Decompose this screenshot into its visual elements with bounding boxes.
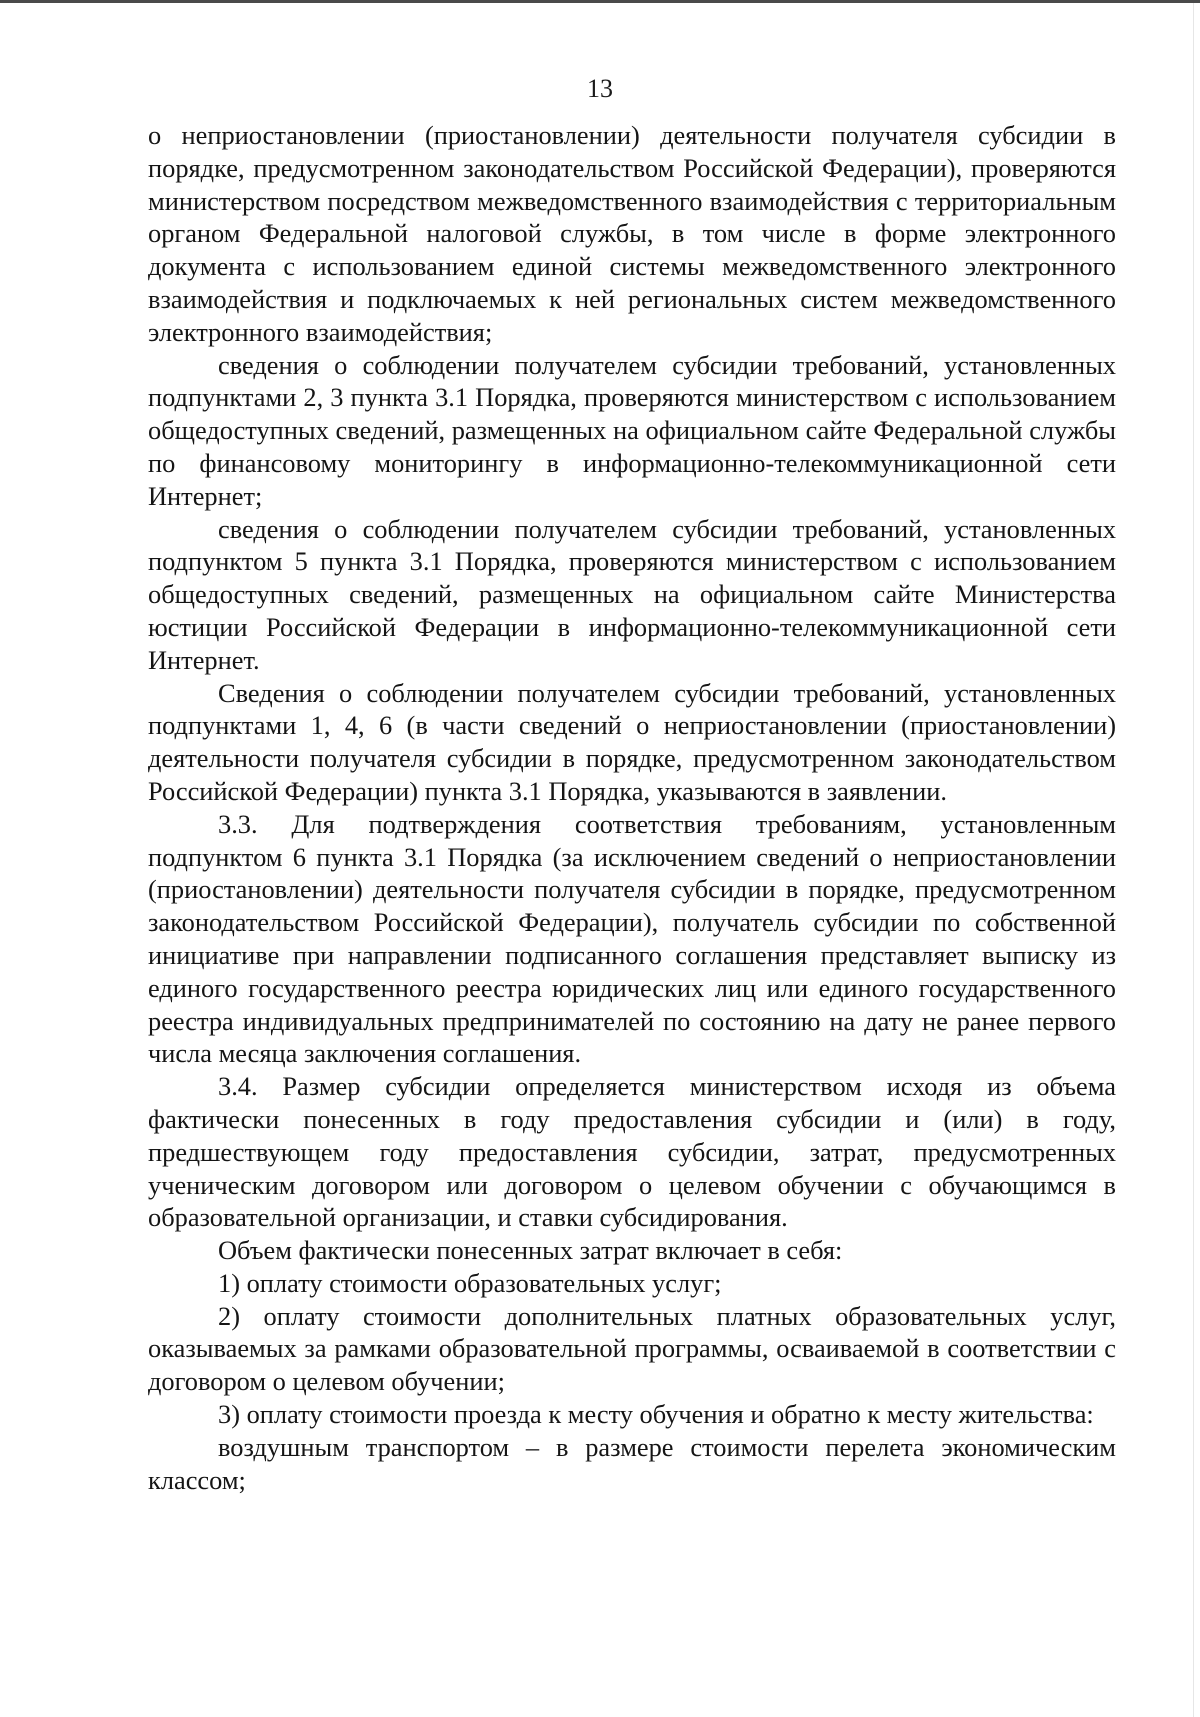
list-item-1: 1) оплату стоимости образовательных услуг; xyxy=(218,1267,722,1298)
paragraph-requirements-2-3: сведения о соблюдении получателем субсидии требований, установленных подпунктами 2, 3 пункта 3.1 Порядка, проверяются министерством с использованием общедоступных сведений, размещенных на официальном сайте Федеральной службы по финансовому мониторингу в информационно-телекоммуникационной сети Интернет; xyxy=(148,349,1116,511)
paragraph-costs-intro: Объем фактически понесенных затрат включает в себя: xyxy=(218,1235,843,1266)
page-number: 13 xyxy=(587,74,613,103)
scan-edge-line xyxy=(1193,3,1194,1717)
paragraph-continuation: о неприостановлении (приостановлении) деятельности получателя субсидии в порядке, предусмотренном законодательством Российской Федерации), проверяются министерством посредством межведомственного взаимодействия с территориальным органом Федеральной налоговой службы, в том числе в форме электронного документа с использованием единой системы межведомственного электронного взаимодействия и подключаемых к ней региональных систем межведомственного электронного взаимодействия; xyxy=(148,120,1116,347)
paragraph-clause-3-4: 3.4. Размер субсидии определяется министерством исходя из объема фактически понесенных в году предоставления субсидии и (или) в году, предшествующем году предоставления субсидии, затрат, предусмотренных ученическим договором или договором о целевом обучении с обучающимся в образовательной организации, и ставки субсидирования. xyxy=(148,1071,1116,1233)
list-item-2: 2) оплату стоимости дополнительных платных образовательных услуг, оказываемых за рамками образовательной программы, осваиваемой в соответствии с договором о целевом обучении; xyxy=(148,1300,1116,1397)
paragraph-clause-3-3: 3.3. Для подтверждения соответствия требованиям, установленным подпунктом 6 пункта 3.1 Порядка (за исключением сведений о неприостановлении (приостановлении) деятельности получателя субсидии в порядке, предусмотренном законодательством Российской Федерации), получатель субсидии по собственной инициативе при направлении подписанного соглашения представляет выписку из единого государственного реестра юридических лиц или единого государственного реестра индивидуальных предпринимателей по состоянию на дату не ранее первого числа месяца заключения соглашения. xyxy=(148,808,1116,1069)
paragraph-air-transport: воздушным транспортом – в размере стоимости перелета экономическим классом; xyxy=(148,1431,1116,1495)
list-item-3: 3) оплату стоимости проезда к месту обучения и обратно к месту жительства: xyxy=(218,1399,1094,1430)
paragraph-requirements-1-4-6: Сведения о соблюдении получателем субсидии требований, установленных подпунктами 1, 4, 6 (в части сведений о неприостановлении (приостановлении) деятельности получателя субсидии в порядке, предусмотренном законодательством Российской Федерации) пункта 3.1 Порядка, указываются в заявлении. xyxy=(148,677,1116,806)
document-body xyxy=(148,119,1116,1496)
paragraph-requirements-5: сведения о соблюдении получателем субсидии требований, установленных подпунктом 5 пункта 3.1 Порядка, проверяются министерством с использованием общедоступных сведений, размещенных на официальном сайте Министерства юстиции Российской Федерации в информационно-телекоммуникационной сети Интернет. xyxy=(148,513,1116,675)
